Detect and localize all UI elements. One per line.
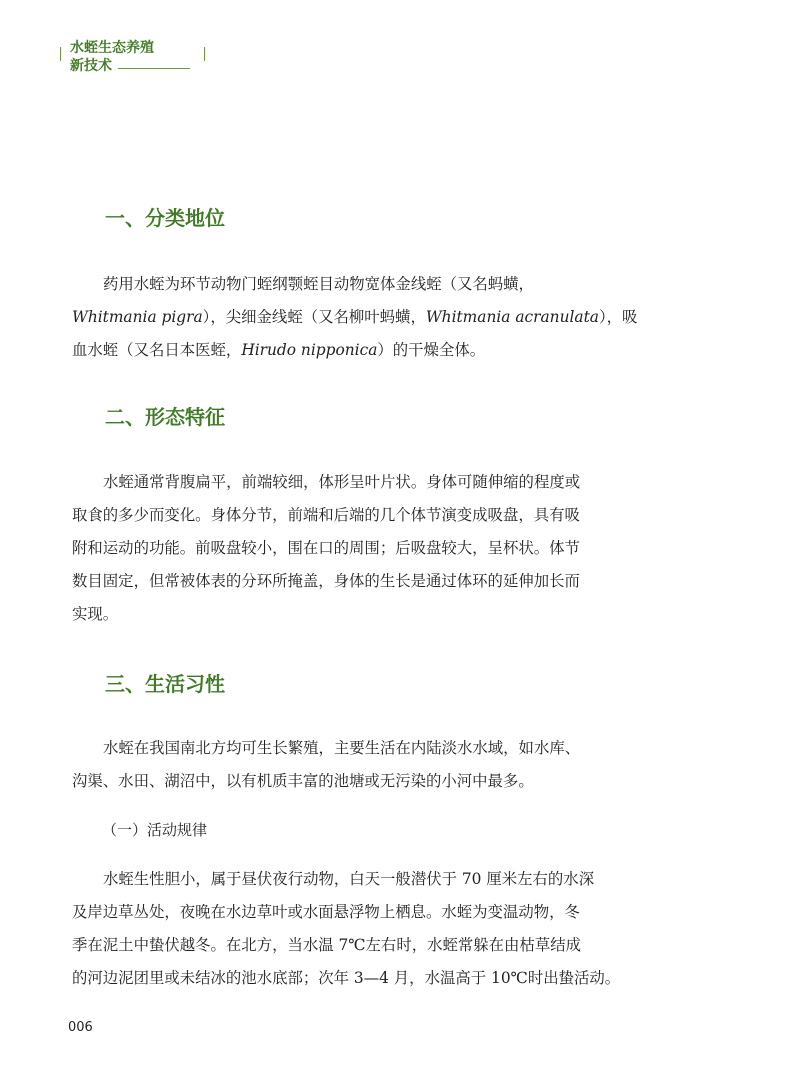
text-line: 数目固定，但常被体表的分环所掩盖，身体的生长是通过体环的延伸加长而	[72, 572, 580, 590]
text-line: 季在泥土中蛰伏越冬。在北方，当水温 7℃左右时，水蛭常躲在由枯草结成	[72, 936, 582, 954]
page-number: 006	[68, 1020, 93, 1035]
running-header	[60, 38, 220, 78]
latin-name: Whitmania pigra	[72, 308, 203, 326]
section-title-morphology: 二、形态特征	[105, 405, 225, 429]
text-line: 取食的多少而变化。身体分节，前端和后端的几个体节演变成吸盘，具有吸	[72, 506, 580, 524]
text-span: ），尖细金线蛭（又名柳叶蚂蟥，	[202, 308, 426, 326]
paragraph-classification	[72, 268, 638, 367]
text-line	[72, 301, 638, 334]
paragraph-morphology	[72, 466, 622, 631]
text-line	[72, 334, 622, 367]
text-line: 沟渠、水田、湖沼中，以有机质丰富的池塘或无污染的小河中最多。	[72, 772, 534, 790]
book-title-line1: 水蛭生态养殖	[70, 40, 154, 56]
header-right-bar	[204, 47, 205, 61]
text-line: 水蛭通常背腹扁平，前端较细，体形呈叶片状。身体可随伸缩的程度或	[103, 473, 581, 491]
text-span: ）的干燥全体。	[377, 341, 486, 359]
latin-name: Hirudo nipponica	[241, 341, 378, 359]
paragraph-activity	[72, 863, 622, 995]
text-line: 实现。	[72, 605, 119, 623]
section-title-habits: 三、生活习性	[105, 672, 225, 696]
text-line: 水蛭生性胆小，属于昼伏夜行动物，白天一般潜伏于 70 厘米左右的水深	[103, 870, 595, 888]
text-line: 附和运动的功能。前吸盘较小，围在口的周围；后吸盘较大，呈杯状。体节	[72, 539, 580, 557]
text-line: 的河边泥团里或未结冰的池水底部；次年 3—4 月，水温高于 10℃时出蛰活动。	[72, 969, 621, 987]
text-span: 血水蛭（又名日本医蛭，	[72, 341, 242, 359]
text-line: 药用水蛭为环节动物门蛭纲颚蛭目动物宽体金线蛭（又名蚂蟥，	[103, 275, 534, 293]
section-title-classification: 一、分类地位	[105, 206, 225, 230]
latin-name: Whitmania acranulata	[425, 308, 599, 326]
header-left-bar	[60, 47, 61, 61]
book-title-line2: 新技术	[70, 58, 112, 74]
header-rule	[118, 68, 190, 69]
paragraph-habits	[72, 732, 622, 798]
text-line: 水蛭在我国南北方均可生长繁殖，主要生活在内陆淡水水域，如水库、	[103, 739, 581, 757]
text-span: ），吸	[598, 308, 638, 326]
subsection-title-activity: （一）活动规律	[102, 821, 208, 839]
text-line: 及岸边草丛处，夜晚在水边草叶或水面悬浮物上栖息。水蛭为变温动物，冬	[72, 903, 580, 921]
